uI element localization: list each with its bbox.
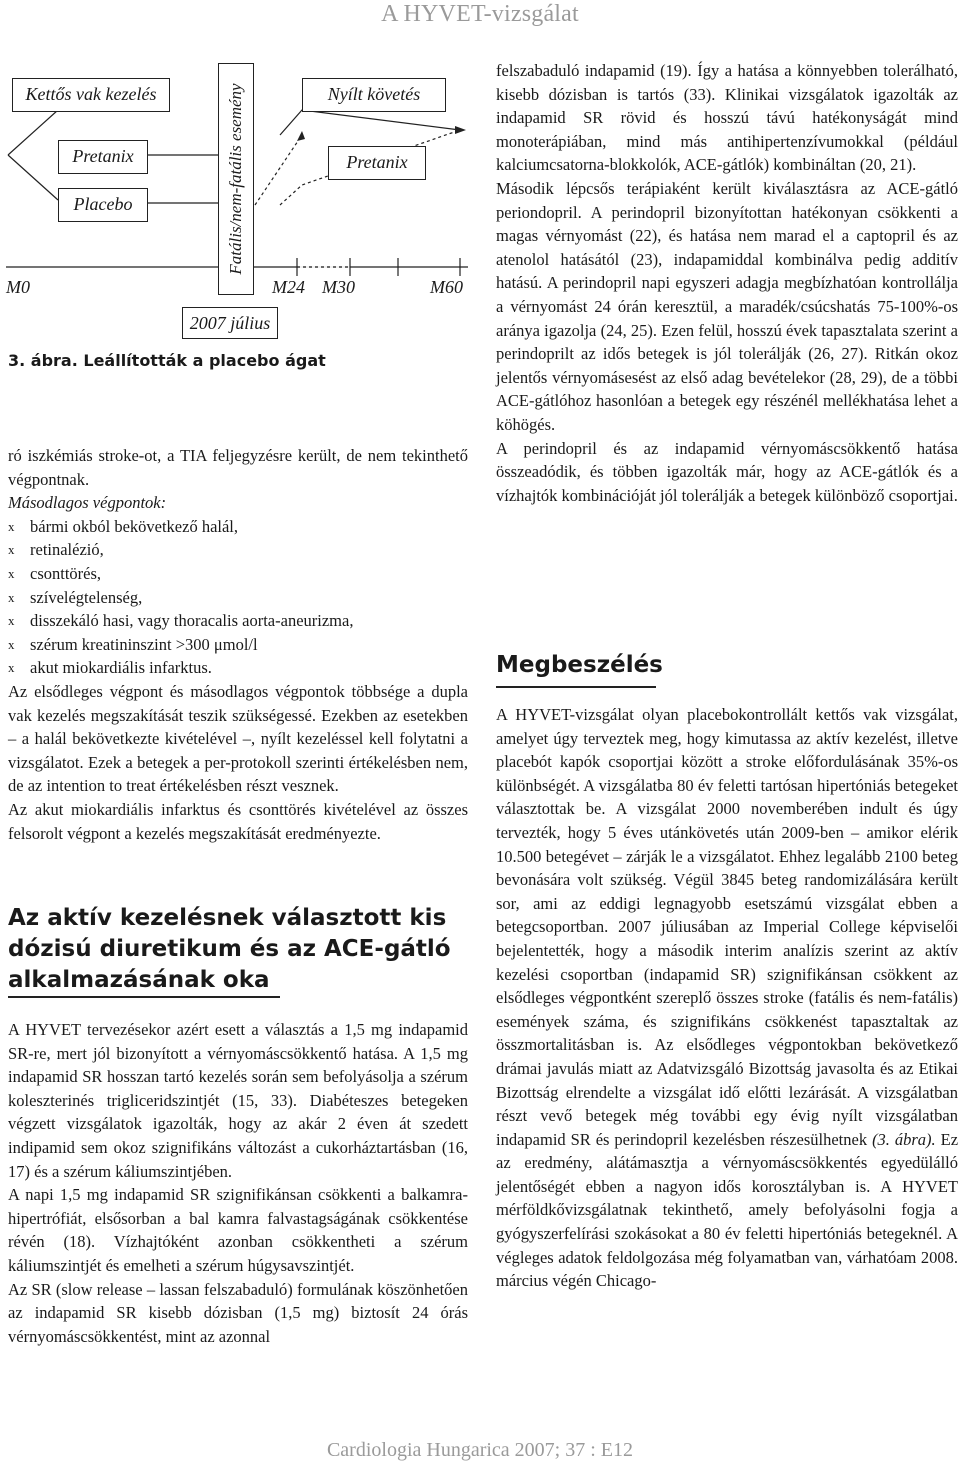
paragraph: Az akut miokardiális infarktus és csonttörés kivételével az összes felsorolt végpont a kezelés megszakítását eredményezte.	[8, 799, 468, 843]
list-item: x retinalézió,	[8, 538, 468, 562]
paragraph-part: A HYVET-vizsgálat olyan placebokontrollált kettős vak vizsgálat, amelyet úgy terveztek meg, hogy kimutassa az aktív kezelést, illetve placebót kapók csoportjai között a stroke előfordulásának 35%-os különbségét. A vizsgálatba 80 év feletti tartósan hipertóniás betegeket választottak be. A vizsgálat 2000 novemberében indult és úgy tervezték, hogy 5 éves utánkövetés után 2009-ben – amikor elérik 10.500 betegévet – zárják le a vizsgálatot. Ehhez legalább 2100 beteg bevonására volt szükség. Végül 3845 beteg randomizálására került sor, ami az eddigi legnagyobb esetszámú vizsgálat ebben a betegcsoportban. 2007 júliusában az Imperial College képviselői bejelentették, hogy a második interim analízis szerint az aktív kezelési csoportban (indapamid SR) szignifikánsan csökkent az elsődleges végpontként szereplő összes stroke (fatális és nem-fatális) események száma, és szignifikáns csökkenést tapasztaltak az összmortalitásban is. Az elsődleges végpontokban bekövetkező drámai javulás miatt az Adatvizsgáló Bizottság javasolta és az Etikai Bizottság elrendelte a vizsgálat idő előtti lezárását. A vizsgálatban részt vevő betegek még további egy évig nyílt vizsgálatban indapamid SR és perindopril kezelésben részesülhetnek	[496, 705, 958, 1149]
label-m30: M30	[322, 277, 355, 297]
section-heading-discussion: Megbeszélés	[496, 652, 663, 678]
paragraph: Második lépcsős terápiaként került kiválasztásra az ACE-gátló periondopril. A perindopril bizonyítottan hatékonyan csökkenti a magas vérnyomást (22), és hatása nem marad el a captopril és az atenolol hatásától (23), indapamiddal kombinálva pedig additív hatású. A perindopril napi egyszeri adagja megbízhatóan kontrollálja a vérnyomást 24 órán keresztül, a maradék/csúcshatás 75-100%-os aránya igazolja (24, 25). Ezen felül, hosszú évek tapasztalata szerint a perindoprilt az idős betegek is jól tolerálják (26, 27). Ritkán okoz jelentős vérnyomásesést az első adag bevételekor (28, 29), de a többi ACE-gátlóhoz hasonlóan a betegek egy részénél mellékhatása lehet a köhögés.	[496, 178, 958, 434]
heading-rule	[496, 686, 656, 688]
secondary-endpoints-title: Másodlagos végpontok:	[8, 493, 167, 513]
list-item: x akut miokardiális infarktus.	[8, 656, 468, 680]
paragraph: felszabaduló indapamid (19). Így a hatása a könnyebben tolerálható, kisebb dózisban is tartós (33). Klinikai vizsgálatok igazolták az indapamid SR rövid és hosszú távú hatékonyságát mind monoterápiában, mind más antihipertenzívumokkal (például kalciumcsatorna-blokkolók, ACE-gátlók) kombináltan (20, 21).	[496, 61, 958, 175]
list-item: x bármi okból bekövetkező halál,	[8, 515, 468, 539]
paragraph: A HYVET tervezésekor azért esett a választás a 1,5 mg indapamid SR-re, mert jól bizonyított a vérnyomáscsökkentő hatása. A 1,5 mg indapamid SR hosszan tartó kezelés során sem befolyásolja a szérum koleszterinés trigliceridszintjét (15, 33). Diabéteszes betegeken végzett vizsgálatok igazolták, hogy az akár 2 éven át szedett indipamid sem okoz szignifikáns változást a cukorháztartásban (16, 17) és a szérum káliumszintjében.	[8, 1020, 468, 1181]
placebo-box: Placebo	[58, 188, 148, 222]
list-item: x disszekáló hasi, vagy thoracalis aorta-aneurizma,	[8, 609, 468, 633]
paragraph	[496, 703, 958, 1293]
list-item: x szérum kreatininszint >300 μmol/l	[8, 633, 468, 657]
heading-rule	[8, 996, 280, 998]
paragraph-part: Ez az eredmény, alátámasztja a vérnyomáscsökkentés egyedülálló jelentőségét ebben a nagyon idős korosztályban is. A HYVET mérföldkővizsgálatnak tekinthető, amely befolyásolni fogja a gyógyszerfelírási szokásokat a 80 év feletti hipertóniás betegeknél. A végleges adatok feldolgozása még folyamatban van, várhatóam 2008. március végén Chicago-	[496, 1129, 959, 1291]
paragraph: A napi 1,5 mg indapamid SR szignifikánsan csökkenti a balkamra-hipertrófiát, elsősorban a bal kamra falvastagságának csökkentése révén (18). Vízhajtóként azonban csökkentheti a szérum káliumszintjét és emelheti a szérum húgysavszintjét.	[8, 1185, 468, 1275]
list-item: x csonttörés,	[8, 562, 468, 586]
date-box: 2007 július	[182, 307, 278, 339]
section-heading-rationale: Az aktív kezelésnek választott kis dózisú diuretikum és az ACE-gátló alkalmazásának oka	[8, 905, 451, 993]
event-vertical-box	[218, 63, 254, 295]
left-column-bottom	[8, 1018, 468, 1348]
study-design-figure	[0, 55, 480, 385]
secondary-endpoints-list	[8, 515, 468, 680]
label-m0: M0	[6, 277, 30, 297]
paragraph: ró iszkémiás stroke-ot, a TIA feljegyzésre került, de nem tekinthető végpontnak.	[8, 446, 468, 489]
list-item: x szívelégtelenség,	[8, 586, 468, 610]
pretanix-left-box: Pretanix	[58, 140, 148, 174]
paragraph: A perindopril és az indapamid vérnyomáscsökkentő hatása összeadódik, és többen igazolták már, hogy az ACE-gátlók és a vízhajtók kombinációját jól tolerálják a betegek különböző csoportjai.	[496, 438, 958, 505]
figure-caption: 3. ábra. Leállították a placebo ágat	[8, 351, 326, 370]
running-header: A HYVET-vizsgálat	[381, 1, 579, 27]
label-m60: M60	[430, 277, 463, 297]
event-vertical-label: Fatális/nem-fatális esemény	[226, 83, 245, 275]
label-m24: M24	[272, 277, 305, 297]
pretanix-right-box: Pretanix	[328, 146, 426, 180]
paragraph: Az elsődleges végpont és másodlagos végpontok többsége a dupla vak kezelés megszakítását teszik szükségessé. Ezekben az esetekben – a halál bekövetkezte kivételével –, nyílt kezeléssel kell folytatni a vizsgálatot. Ezek a betegek a per-protokoll szerinti értékelésben nem, de az intention to treat értékelésben részt vesznek.	[8, 681, 468, 796]
double-blind-box: Kettős vak kezelés	[12, 78, 170, 112]
right-column-bottom	[496, 703, 958, 1293]
left-column-top	[8, 444, 468, 845]
right-column	[496, 59, 958, 507]
running-footer: Cardiologia Hungarica 2007; 37 : E12	[326, 1439, 634, 1461]
open-followup-box: Nyílt követés	[302, 78, 446, 112]
paragraph: Az SR (slow release – lassan felszabaduló) formulának köszönhetően az indapamid SR kisebb dózisban (1,5 mg) biztosít 24 órás vérnyomáscsökkentést, mint az azonnal	[8, 1279, 468, 1346]
figure-reference: (3. ábra).	[872, 1129, 936, 1149]
